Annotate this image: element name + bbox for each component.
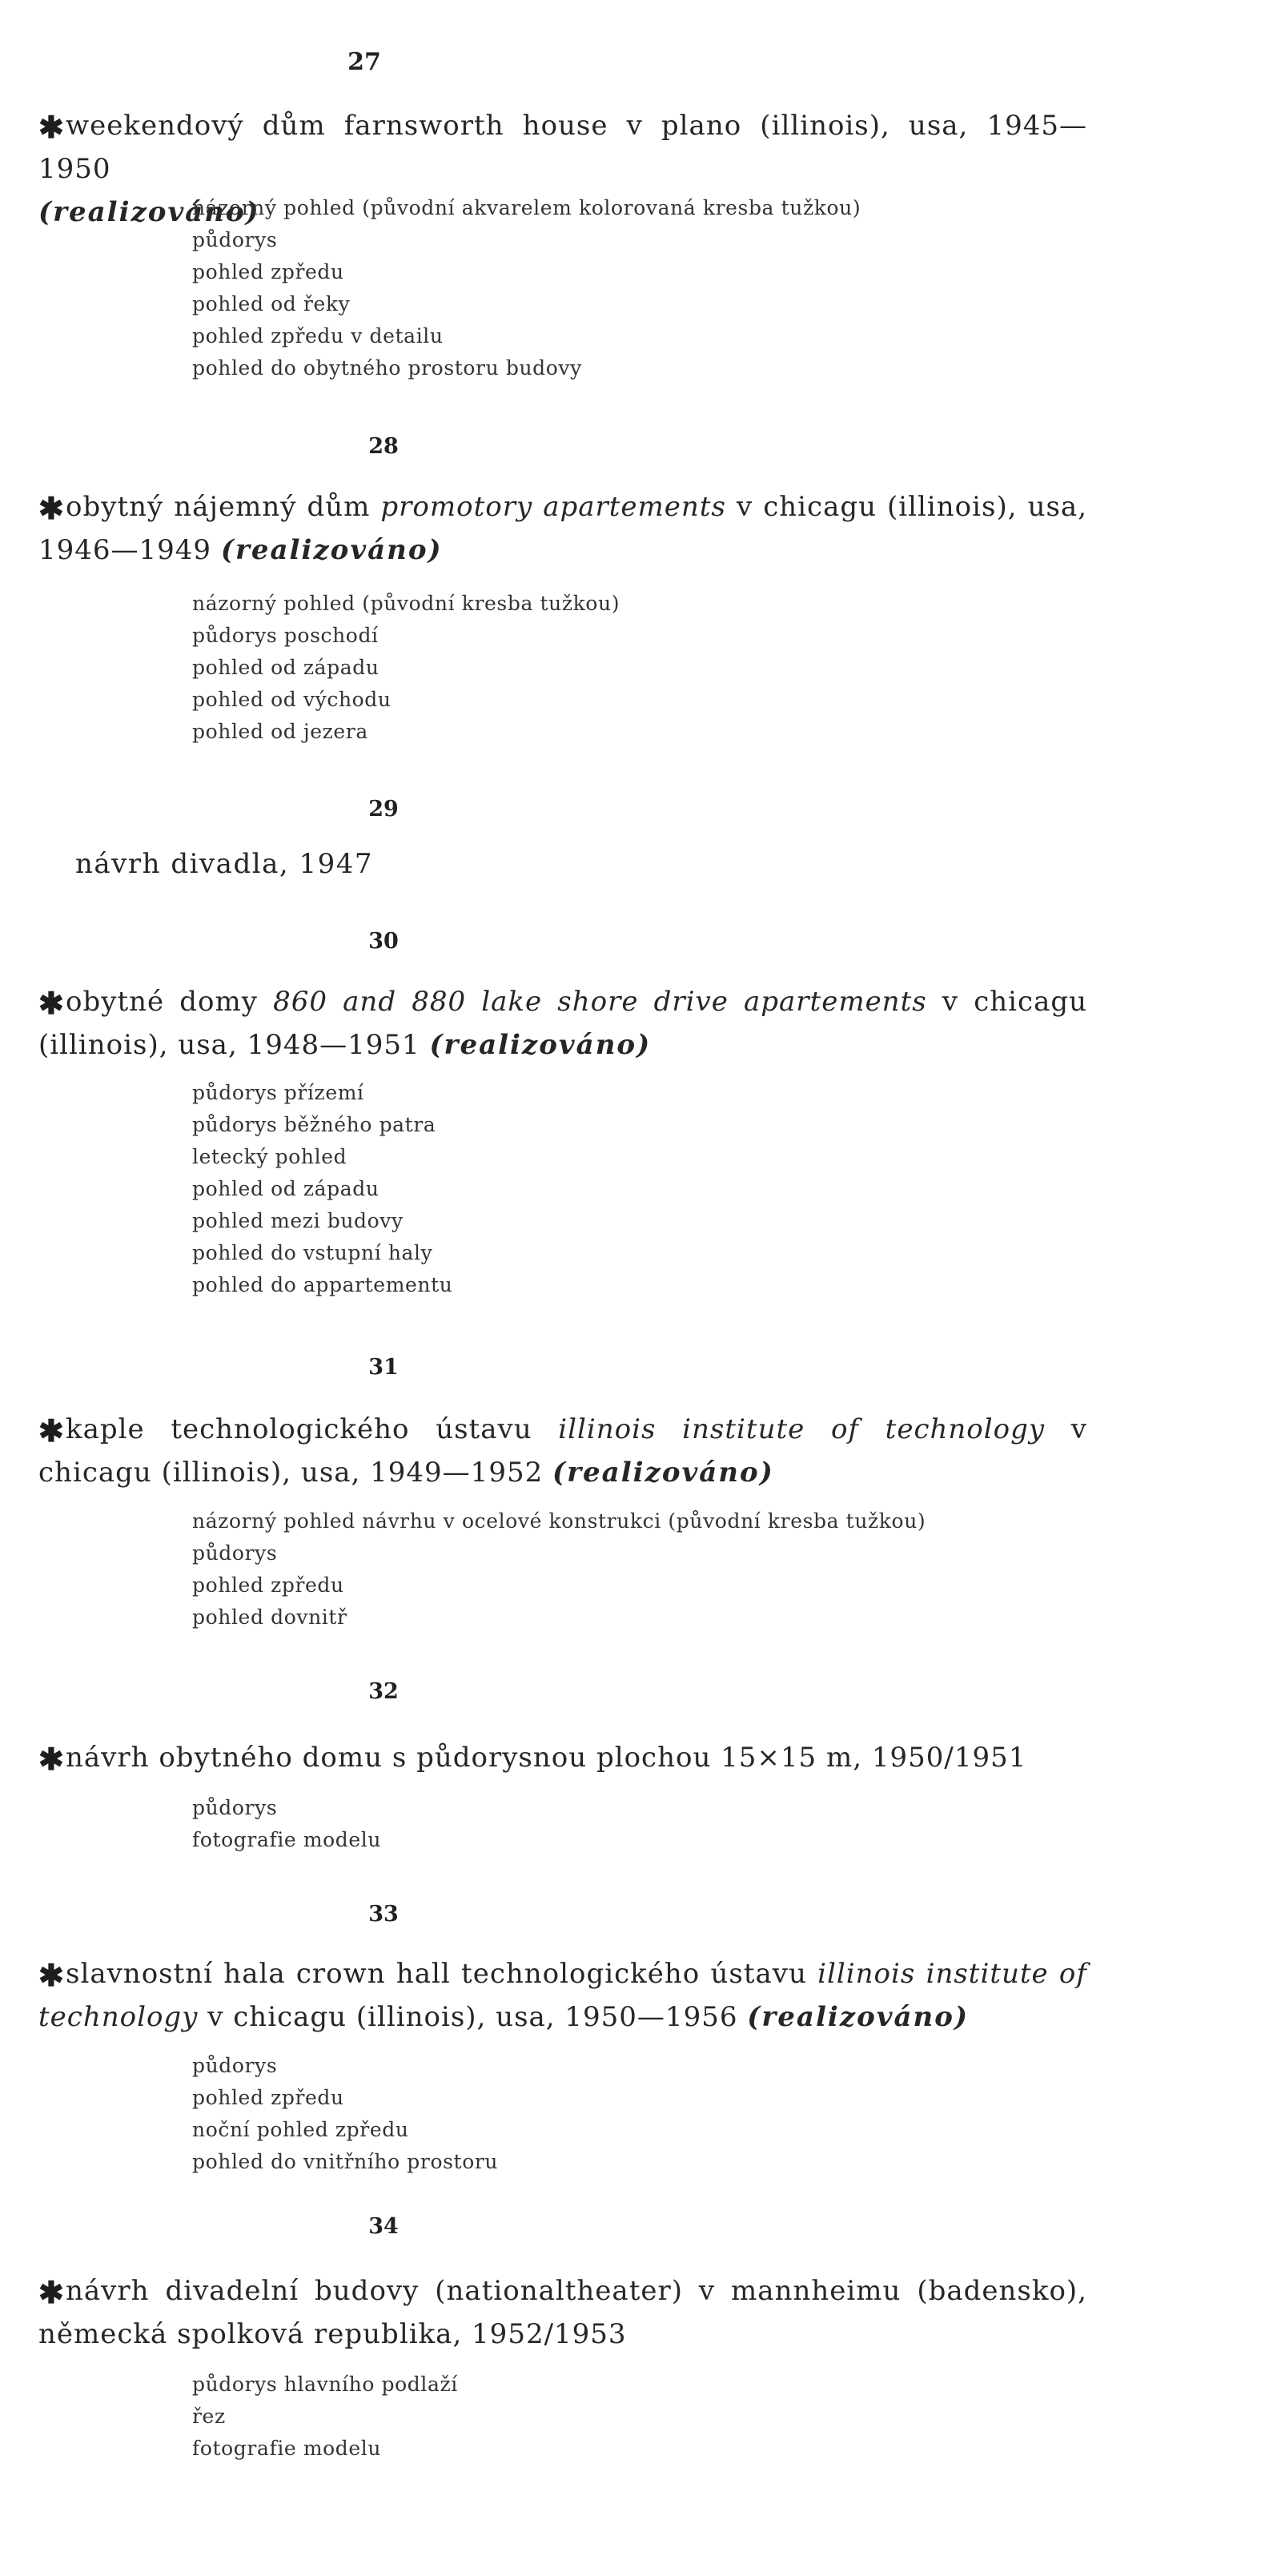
list-item: pohled od jezera <box>192 720 368 743</box>
asterisk-icon: ✱ <box>38 109 65 145</box>
list-item: půdorys běžného patra <box>192 1113 436 1136</box>
entry-number-30: 30 <box>368 929 399 954</box>
asterisk-icon: ✱ <box>38 2274 65 2310</box>
list-item: fotografie modelu <box>192 1828 382 1851</box>
entry-title-34: ✱návrh divadelní budovy (nationaltheater) v mannheimu (badensko), německá spolková republika, 1952/1953 <box>38 2274 1087 2350</box>
list-item: pohled do vstupní haly <box>192 1241 433 1264</box>
page-number: 27 <box>347 48 381 76</box>
entry-title-31: ✱kaple technologického ústavu illinois institute of technology v chicagu (illinois), usa, 1949—1952 (realizováno) <box>38 1413 1087 1489</box>
entry-title-28: ✱obytný nájemný dům promotory apartements v chicagu (illinois), usa, 1946—1949 (realizováno) <box>38 490 1088 566</box>
list-item: půdorys poschodí <box>192 624 379 647</box>
list-item: názorný pohled (původní kresba tužkou) <box>192 592 620 615</box>
realized-note: (realizováno) <box>747 2001 970 2033</box>
list-item: pohled od západu <box>192 656 379 679</box>
realized-note: (realizováno) <box>220 534 443 566</box>
list-item: názorný pohled návrhu v ocelové konstrukci (původní kresba tužkou) <box>192 1509 926 1533</box>
realized-note: (realizováno) <box>429 1029 652 1061</box>
plate-list-34 <box>192 2369 458 2465</box>
entry-title-33: ✱slavnostní hala crown hall technologického ústavu illinois institute of technology v chicagu (illinois), usa, 1950—1956 (realizováno) <box>38 1957 1087 2033</box>
asterisk-icon: ✱ <box>38 1413 65 1449</box>
list-item: pohled dovnitř <box>192 1605 347 1629</box>
plate-list-30 <box>192 1077 452 1301</box>
list-item: fotografie modelu <box>192 2437 382 2460</box>
list-item: pohled od východu <box>192 688 392 711</box>
list-item: půdorys <box>192 2054 278 2077</box>
list-item: pohled do obytného prostoru budovy <box>192 356 582 380</box>
list-item: pohled mezi budovy <box>192 1209 404 1232</box>
plate-list-27 <box>192 192 861 384</box>
list-item: pohled zpředu v detailu <box>192 324 444 348</box>
asterisk-icon: ✱ <box>38 985 65 1021</box>
plate-list-31 <box>192 1505 926 1634</box>
entry-number-34: 34 <box>368 2214 399 2239</box>
list-item: pohled do vnitřního prostoru <box>192 2150 499 2173</box>
entry-number-32: 32 <box>368 1679 399 1704</box>
plate-list-32 <box>192 1792 381 1856</box>
asterisk-icon: ✱ <box>38 490 65 526</box>
list-item: pohled zpředu <box>192 2086 344 2109</box>
asterisk-icon: ✱ <box>38 1957 65 1993</box>
list-item: půdorys <box>192 1541 278 1565</box>
entry-title-29: návrh divadla, 1947 <box>75 848 374 880</box>
list-item: pohled do appartementu <box>192 1273 453 1296</box>
list-item: pohled zpředu <box>192 260 344 283</box>
realized-note: (realizováno) <box>38 196 260 228</box>
plate-list-28 <box>192 588 620 748</box>
list-item: půdorys <box>192 228 278 251</box>
entry-number-29: 29 <box>368 797 399 822</box>
asterisk-icon: ✱ <box>38 1741 65 1777</box>
entry-number-33: 33 <box>368 1902 399 1927</box>
list-item: pohled od západu <box>192 1177 379 1200</box>
list-item: letecký pohled <box>192 1145 347 1168</box>
entry-title-27: ✱weekendový dům farnsworth house v plano (illinois), usa, 1945—1950 (realizováno) <box>38 109 1087 228</box>
list-item: řez <box>192 2405 226 2428</box>
list-item: pohled od řeky <box>192 292 351 315</box>
entry-title-30: ✱obytné domy 860 and 880 lake shore drive apartements v chicagu (illinois), usa, 1948—1951 (realizováno) <box>38 985 1088 1061</box>
list-item: noční pohled zpředu <box>192 2118 409 2141</box>
entry-number-28: 28 <box>368 434 399 459</box>
entry-number-31: 31 <box>368 1355 399 1380</box>
list-item: pohled zpředu <box>192 1573 344 1597</box>
list-item: půdorys přízemí <box>192 1081 364 1104</box>
list-item: půdorys <box>192 1796 278 1819</box>
list-item: názorný pohled (původní akvarelem kolorovaná kresba tužkou) <box>192 196 861 219</box>
plate-list-33 <box>192 2050 498 2178</box>
realized-note: (realizováno) <box>552 1457 774 1489</box>
list-item: půdorys hlavního podlaží <box>192 2373 458 2396</box>
entry-title-32: ✱návrh obytného domu s půdorysnou plochou 15×15 m, 1950/1951 <box>38 1741 1027 1777</box>
